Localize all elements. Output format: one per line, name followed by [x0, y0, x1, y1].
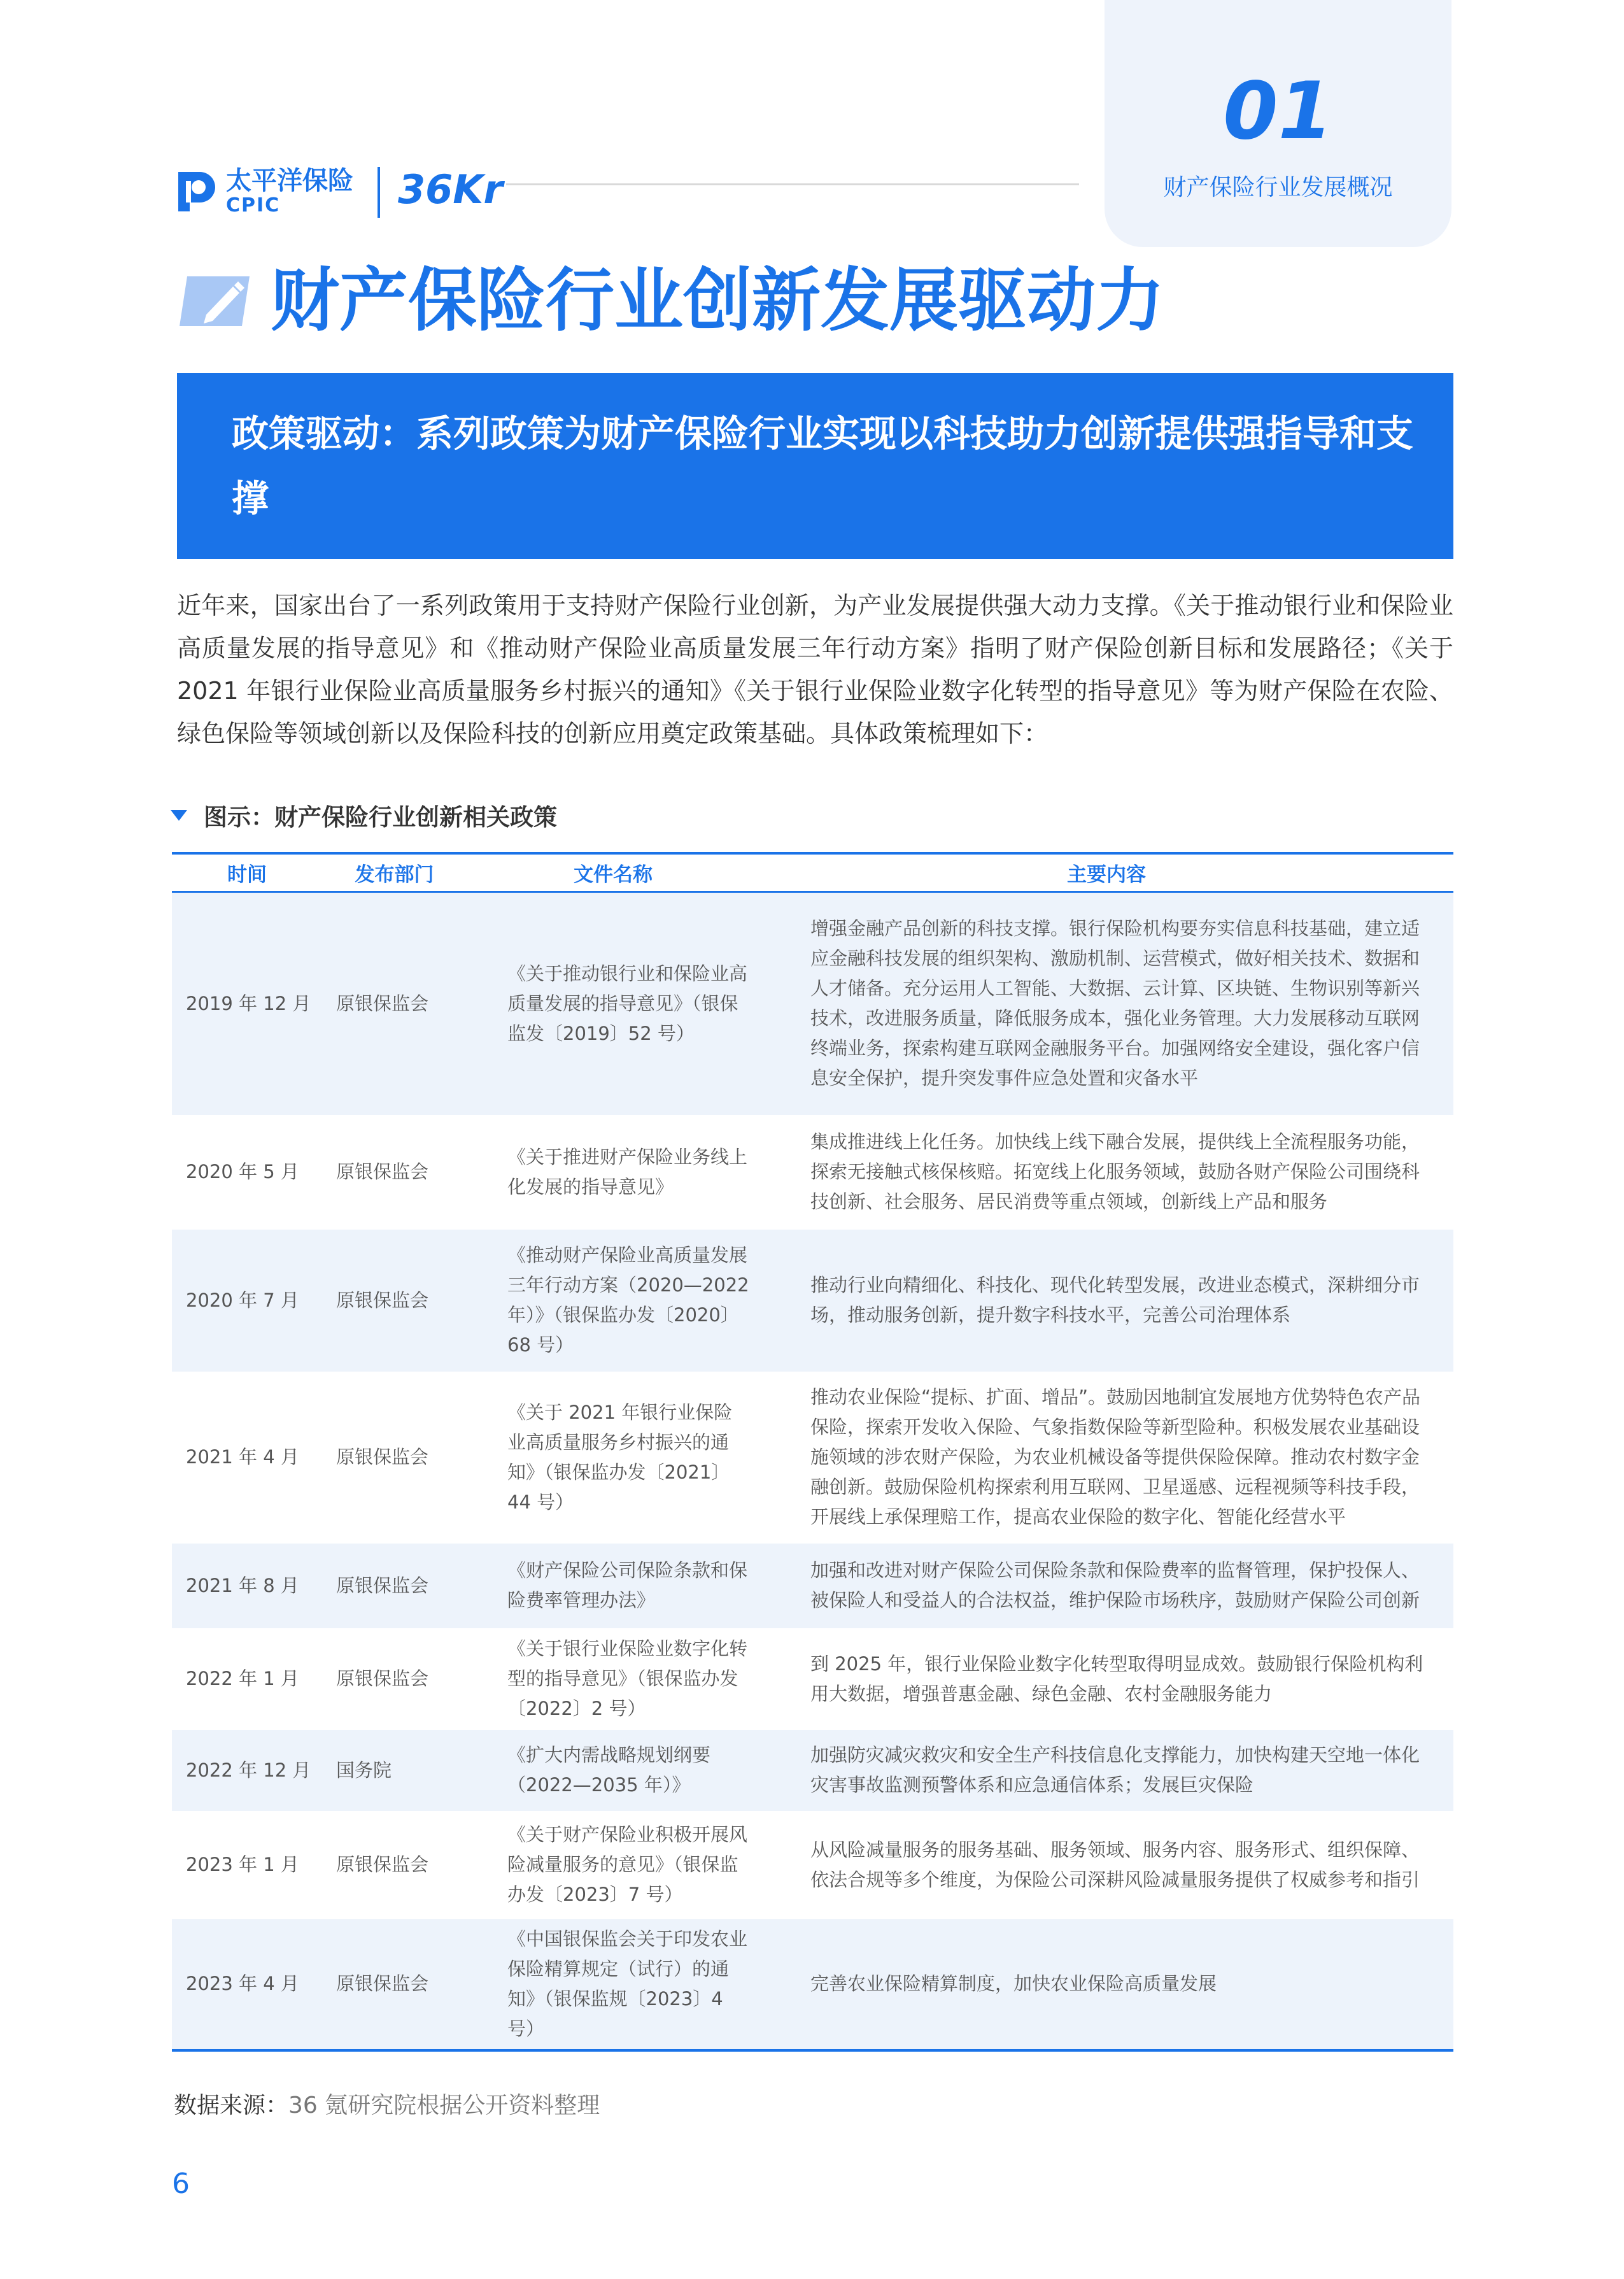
cell-content: 推动农业保险“提标、扩面、增品”。鼓励因地制宜发展地方优势特色农产品保险，探索开发收入保险、气象指数保险等新型险种。积极发展农业基础设施领域的涉农财产保险，为农业机械设备等提供保险保障。推动农村数字金融创新。鼓励保险机构探索利用互联网、卫星遥感、远程视频等科技手段，开展线上承保理赔工作，提高农业保险的数字化、智能化经营水平	[810, 1386, 1421, 1528]
cell-time: 2020 年 7 月	[172, 1230, 322, 1372]
cell-content: 加强防灾减灾救灾和安全生产科技信息化支撑能力，加快构建天空地一体化灾害事故监测预警体系和应急通信体系；发展巨灾保险	[759, 1730, 1453, 1811]
cell-dept: 原银保监会	[322, 1919, 467, 2049]
cell-content: 到 2025 年，银行业保险业数字化转型取得明显成效。鼓励银行保险机构利用大数据，增强普惠金融、绿色金融、农村金融服务能力	[810, 1652, 1423, 1705]
brand-english: CPIC	[226, 194, 281, 217]
cell-time: 2019 年 12 月	[172, 892, 322, 1115]
page-title: 财产保险行业创新发展驱动力	[271, 261, 1165, 341]
cell-dept: 原银保监会	[336, 1854, 429, 1875]
cell-content: 加强和改进对财产保险公司保险条款和保险费率的监督管理，保护投保人、被保险人和受益人的合法权益，维护保险市场秩序，鼓励财产保险公司创新	[759, 1544, 1453, 1628]
table-row	[172, 1811, 1453, 1919]
cell-doc: 《推动财产保险业高质量发展三年行动方案（2020—2022 年）》（银保监办发〔2020〕68 号）	[467, 1230, 759, 1372]
chapter-tab	[1105, 0, 1451, 247]
partner-logo: 36Kr	[398, 166, 503, 213]
cell-time: 2022 年 12 月	[172, 1730, 322, 1811]
table-row	[172, 1730, 1453, 1811]
cell-content: 集成推进线上化任务。加快线上线下融合发展，提供线上全流程服务功能，探索无接触式核保核赔。拓宽线上化服务领域，鼓励各财产保险公司围绕科技创新、社会服务、居民消费等重点领域，创新线上产品和服务	[810, 1131, 1420, 1212]
cell-doc: 《财产保险公司保险条款和保险费率管理办法》	[467, 1544, 759, 1628]
cell-dept: 原银保监会	[322, 892, 467, 1115]
cell-time: 2020 年 5 月	[186, 1161, 299, 1182]
table-row	[172, 1919, 1453, 2049]
cell-doc: 《关于银行业保险业数字化转型的指导意见》（银保监办发〔2022〕2 号）	[507, 1638, 748, 1719]
source-value: 36 氪研究院根据公开资料整理	[288, 2092, 600, 2119]
cell-time: 2022 年 1 月	[186, 1668, 299, 1689]
page-number: 6	[172, 2168, 190, 2200]
cell-doc: 《扩大内需战略规划纲要（2022—2035 年）》	[467, 1730, 759, 1811]
triangle-down-icon	[171, 810, 187, 821]
cell-content: 增强金融产品创新的科技支撑。银行保险机构要夯实信息科技基础，建立适应金融科技发展的组织架构、激励机制、运营模式，做好相关技术、数据和人才储备。充分运用人工智能、大数据、云计算、区块链、生物识别等新兴技术，改进服务质量，降低服务成本，强化业务管理。大力发展移动互联网终端业务，探索构建互联网金融服务平台。加强网络安全建设，强化客户信息安全保护，提升突发事件应急处置和灾备水平	[759, 892, 1453, 1115]
brand-name: 太平洋保险	[226, 166, 353, 195]
cell-doc: 《关于财产保险业积极开展风险减量服务的意见》（银保监办发〔2023〕7 号）	[507, 1824, 748, 1905]
cell-dept: 原银保监会	[322, 1544, 467, 1628]
table-row	[172, 1628, 1453, 1730]
data-source	[174, 2090, 600, 2122]
banner-heading: 政策驱动：系列政策为财产保险行业实现以科技助力创新提供强指导和支撑	[232, 412, 1414, 520]
table-row	[172, 1230, 1453, 1372]
pencil-icon	[178, 273, 255, 330]
cell-dept: 原银保监会	[322, 1230, 467, 1372]
chapter-title: 财产保险行业发展概况	[1163, 174, 1393, 201]
cell-doc: 《关于 2021 年银行业保险业高质量服务乡村振兴的通知》（银保监办发〔2021〕44 号）	[507, 1401, 733, 1513]
cpic-logo-icon	[172, 167, 219, 214]
table-header-row	[172, 855, 1453, 892]
cell-dept: 原银保监会	[336, 1668, 429, 1689]
cell-time: 2023 年 4 月	[172, 1919, 322, 2049]
cell-time: 2023 年 1 月	[186, 1854, 299, 1875]
cell-dept: 原银保监会	[336, 1446, 429, 1468]
intro-paragraph: 近年来，国家出台了一系列政策用于支持财产保险行业创新，为产业发展提供强大动力支撑。《关于推动银行业和保险业高质量发展的指导意见》和《推动财产保险业高质量发展三年行动方案》指明了财产保险创新目标和发展路径；《关于 2021 年银行业保险业高质量服务乡村振兴的通知》《关于银行业保险业数字化转型的指导意见》等为财产保险在农险、绿色保险等领域创新以及保险科技的创新应用奠定政策基础。具体政策梳理如下：	[177, 592, 1453, 748]
table-row	[172, 892, 1453, 1115]
header-divider	[378, 167, 380, 218]
cell-doc: 《中国银保监会关于印发农业保险精算规定（试行）的通知》（银保监规〔2023〕4 号）	[467, 1919, 759, 2049]
figure-caption	[171, 796, 557, 834]
cell-doc: 《关于推进财产保险业务线上化发展的指导意见》	[507, 1146, 748, 1198]
header-content: 主要内容	[759, 855, 1453, 892]
cell-content: 完善农业保险精算制度，加快农业保险高质量发展	[759, 1919, 1453, 2049]
header-time: 时间	[172, 855, 322, 892]
cell-dept: 原银保监会	[336, 1161, 429, 1182]
cell-time: 2021 年 4 月	[186, 1446, 299, 1468]
cell-doc: 《关于推动银行业和保险业高质量发展的指导意见》（银保监发〔2019〕52 号）	[467, 892, 759, 1115]
header-rule	[506, 183, 1079, 185]
header-doc: 文件名称	[467, 855, 759, 892]
figure-caption-text: 图示：财产保险行业创新相关政策	[204, 804, 557, 831]
policy-table	[172, 852, 1453, 2052]
cell-content: 推动行业向精细化、科技化、现代化转型发展，改进业态模式，深耕细分市场，推动服务创新，提升数字科技水平，完善公司治理体系	[759, 1230, 1453, 1372]
cell-dept: 国务院	[322, 1730, 467, 1811]
table-row	[172, 1544, 1453, 1628]
header-dept: 发布部门	[322, 855, 467, 892]
table-row	[172, 1115, 1453, 1230]
cell-content: 从风险减量服务的服务基础、服务领域、服务内容、服务形式、组织保障、依法合规等多个维度，为保险公司深耕风险减量服务提供了权威参考和指引	[810, 1838, 1420, 1891]
source-label: 数据来源：	[174, 2092, 289, 2119]
table-row	[172, 1372, 1453, 1544]
chapter-number: 01	[1223, 66, 1333, 157]
cell-time: 2021 年 8 月	[172, 1544, 322, 1628]
section-banner	[177, 373, 1453, 559]
